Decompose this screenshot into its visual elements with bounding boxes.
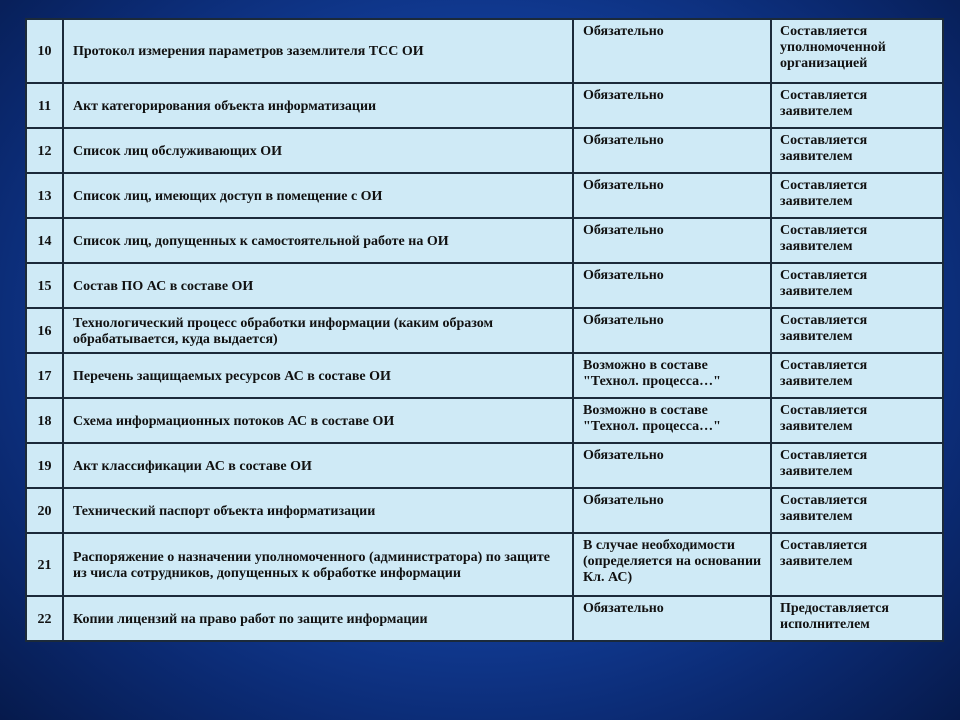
requirement-status: Обязательно — [573, 308, 771, 353]
responsibility-note: Составляется заявителем — [771, 488, 943, 533]
table-row — [26, 308, 943, 353]
requirement-status: Обязательно — [573, 488, 771, 533]
requirement-status: Обязательно — [573, 128, 771, 173]
document-name: Копии лицензий на право работ по защите информации — [63, 596, 573, 641]
document-name: Акт классификации АС в составе ОИ — [63, 443, 573, 488]
requirement-status: Обязательно — [573, 263, 771, 308]
requirement-status: Возможно в составе "Технол. процесса…" — [573, 398, 771, 443]
requirement-status: Обязательно — [573, 83, 771, 128]
row-number: 17 — [26, 353, 63, 398]
requirement-status: Обязательно — [573, 19, 771, 83]
responsibility-note: Составляется заявителем — [771, 398, 943, 443]
documents-table — [25, 18, 944, 642]
row-number: 10 — [26, 19, 63, 83]
table-row — [26, 398, 943, 443]
document-name: Перечень защищаемых ресурсов АС в составе ОИ — [63, 353, 573, 398]
table-row — [26, 128, 943, 173]
requirement-status: Обязательно — [573, 596, 771, 641]
row-number: 11 — [26, 83, 63, 128]
requirement-status: В случае необходимости (определяется на основании Кл. АС) — [573, 533, 771, 596]
document-name: Схема информационных потоков АС в составе ОИ — [63, 398, 573, 443]
document-name: Список лиц, имеющих доступ в помещение с ОИ — [63, 173, 573, 218]
responsibility-note: Составляется заявителем — [771, 218, 943, 263]
document-name: Протокол измерения параметров заземлителя ТСС ОИ — [63, 19, 573, 83]
responsibility-note: Составляется заявителем — [771, 128, 943, 173]
requirement-status: Обязательно — [573, 218, 771, 263]
table-row — [26, 443, 943, 488]
document-name: Технологический процесс обработки информации (каким образом обрабатывается, куда выдается) — [63, 308, 573, 353]
row-number: 22 — [26, 596, 63, 641]
table-row — [26, 353, 943, 398]
row-number: 20 — [26, 488, 63, 533]
table-row — [26, 83, 943, 128]
table-row — [26, 263, 943, 308]
table-row — [26, 173, 943, 218]
responsibility-note: Составляется заявителем — [771, 443, 943, 488]
row-number: 13 — [26, 173, 63, 218]
responsibility-note: Составляется заявителем — [771, 308, 943, 353]
row-number: 18 — [26, 398, 63, 443]
row-number: 14 — [26, 218, 63, 263]
responsibility-note: Составляется уполномоченной организацией — [771, 19, 943, 83]
row-number: 15 — [26, 263, 63, 308]
responsibility-note: Составляется заявителем — [771, 263, 943, 308]
table-row — [26, 19, 943, 83]
table-row — [26, 596, 943, 641]
document-name: Технический паспорт объекта информатизации — [63, 488, 573, 533]
responsibility-note: Предоставляется исполнителем — [771, 596, 943, 641]
row-number: 19 — [26, 443, 63, 488]
responsibility-note: Составляется заявителем — [771, 533, 943, 596]
responsibility-note: Составляется заявителем — [771, 173, 943, 218]
row-number: 16 — [26, 308, 63, 353]
document-name: Список лиц обслуживающих ОИ — [63, 128, 573, 173]
table-row — [26, 218, 943, 263]
table-row — [26, 488, 943, 533]
row-number: 21 — [26, 533, 63, 596]
requirement-status: Обязательно — [573, 173, 771, 218]
requirement-status: Обязательно — [573, 443, 771, 488]
document-name: Состав ПО АС в составе ОИ — [63, 263, 573, 308]
requirement-status: Возможно в составе "Технол. процесса…" — [573, 353, 771, 398]
row-number: 12 — [26, 128, 63, 173]
table-row — [26, 533, 943, 596]
responsibility-note: Составляется заявителем — [771, 83, 943, 128]
document-name: Распоряжение о назначении уполномоченного (администратора) по защите из числа сотрудников, допущенных к обработке информации — [63, 533, 573, 596]
responsibility-note: Составляется заявителем — [771, 353, 943, 398]
document-name: Акт категорирования объекта информатизации — [63, 83, 573, 128]
document-name: Список лиц, допущенных к самостоятельной работе на ОИ — [63, 218, 573, 263]
